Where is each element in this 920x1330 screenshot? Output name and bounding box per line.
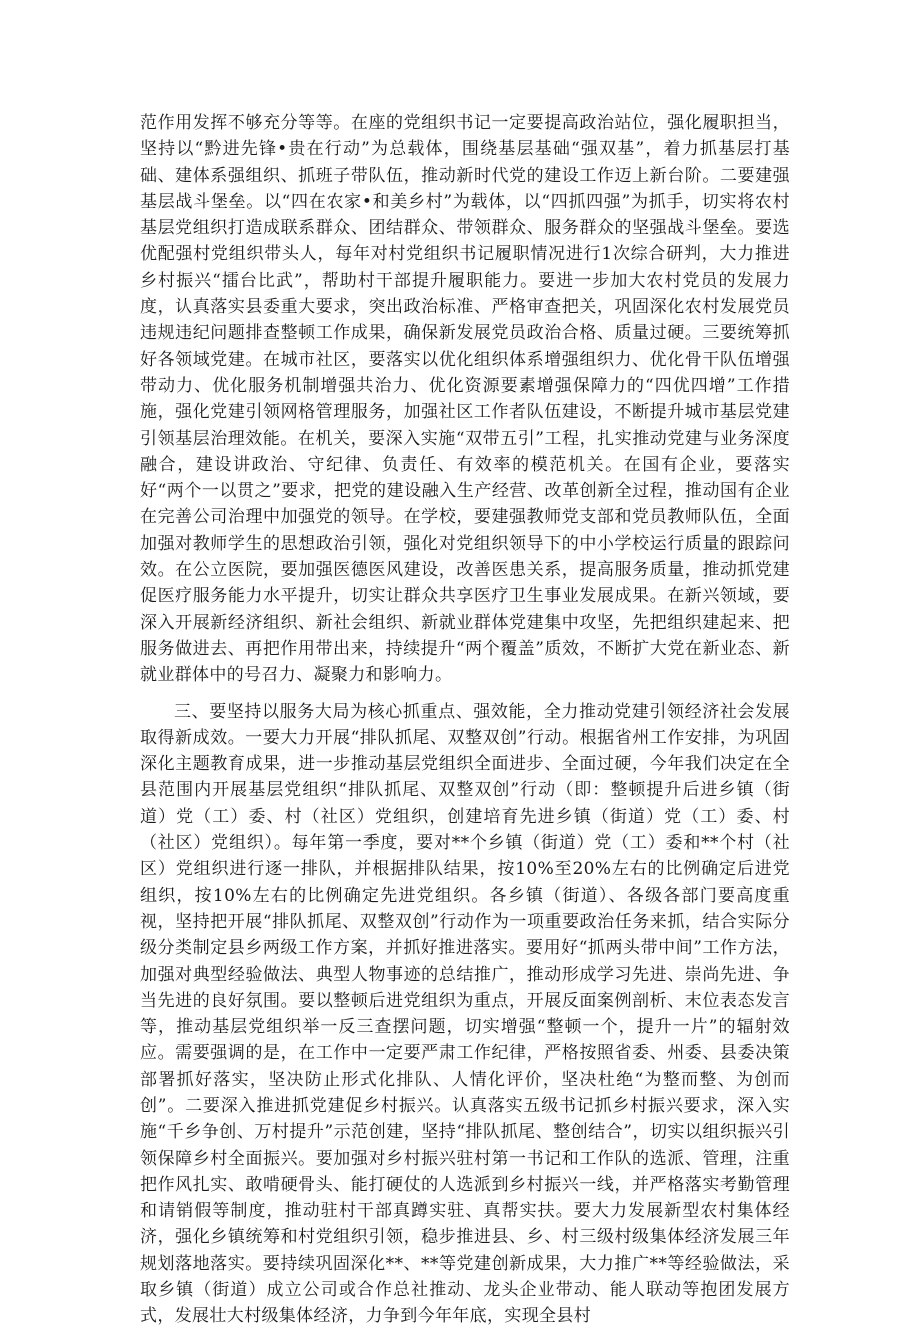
paragraph-continued: 范作用发挥不够充分等等。在座的党组织书记一定要提高政治站位，强化履职担当，坚持以“黔进先锋•贵在行动”为总载体，围绕基层基础“强双基”，着力抓基层打基础、建体系强组织、抓班子带队伍，推动新时代党的建设工作迈上新台阶。二要建强基层战斗堡垒。以“四在农家•和美乡村”为载体，以“四抓四强”为抓手，切实将农村基层党组织打造成联系群众、团结群众、带领群众、服务群众的坚强战斗堡垒。要选优配强村党组织带头人，每年对村党组织书记履职情况进行1次综合研判，大力推进乡村振兴“擂台比武”，帮助村干部提升履职能力。要进一步加大农村党员的发展力度，认真落实县委重大要求，突出政治标准、严格审查把关，巩固深化农村发展党员违规违纪问题排查整顿工作成果，确保新发展党员政治合格、质量过硬。三要统筹抓好各领域党建。在城市社区，要落实以优化组织体系增强组织力、优化骨干队伍增强带动力、优化服务机制增强共治力、优化资源要素增强保障力的“四优四增”工作措施，强化党建引领网格管理服务，加强社区工作者队伍建设，不断提升城市基层党建引领基层治理效能。在机关，要深入实施“双带五引”工程，扎实推动党建与业务深度融合，建设讲政治、守纪律、负责任、有效率的模范机关。在国有企业，要落实好“两个一以贯之”要求，把党的建设融入生产经营、改革创新全过程，推动国有企业在完善公司治理中加强党的领导。在学校，要建强教师党支部和党员教师队伍，全面加强对教师学生的思想政治引领，强化对党组织领导下的中小学校运行质量的跟踪问效。在公立医院，要加强医德医风建设，改善医患关系，提高服务质量，推动抓党建促医疗服务能力水平提升，切实让群众共享医疗卫生事业发展成果。在新兴领域，要深入开展新经济组织、新社会组织、新就业群体党建集中攻坚，先把组织建起来、把服务做进去、再把作用带出来，持续提升“两个覆盖”质效，不断扩大党在新业态、新就业群体中的号召力、凝聚力和影响力。	[140, 113, 790, 686]
paragraph-section-three: 三、要坚持以服务大局为核心抓重点、强效能，全力推动党建引领经济社会发展取得新成效。一要大力开展“排队抓尾、双整双创”行动。根据省州工作安排，为巩固深化主题教育成果，进一步推动基层党组织全面进步、全面过硬，今年我们决定在全县范围内开展基层党组织“排队抓尾、双整双创”行动（即：整顿提升后进乡镇（街道）党（工）委、村（社区）党组织，创建培育先进乡镇（街道）党（工）委、村（社区）党组织）。每年第一季度，要对**个乡镇（街道）党（工）委和**个村（社区）党组织进行逐一排队，并根据排队结果，按10%至20%左右的比例确定后进党组织，按10%左右的比例确定先进党组织。各乡镇（街道）、各级各部门要高度重视，坚持把开展“排队抓尾、双整双创”行动作为一项重要政治任务来抓，结合实际分级分类制定县乡两级工作方案，并抓好推进落实。要用好“抓两头带中间”工作方法，加强对典型经验做法、典型人物事迹的总结推广，推动形成学习先进、崇尚先进、争当先进的良好氛围。要以整顿后进党组织为重点，开展反面案例剖析、末位表态发言等，推动基层党组织举一反三查摆问题，切实增强“整顿一个，提升一片”的辐射效应。需要强调的是，在工作中一定要严肃工作纪律，严格按照省委、州委、县委决策部署抓好落实，坚决防止形式化排队、人情化评价，坚决杜绝“为整而整、为创而创”。二要深入推进抓党建促乡村振兴。认真落实五级书记抓乡村振兴要求，深入实施“千乡争创、万村提升”示范创建，坚持“排队抓尾、整创结合”，切实以组织振兴引领保障乡村全面振兴。要加强对乡村振兴驻村第一书记和工作队的选派、管理，注重把作风扎实、敢啃硬骨头、能打硬仗的人选派到乡村振兴一线，并严格落实考勤管理和请销假等制度，推动驻村干部真蹲实驻、真帮实扶。要大力发展新型农村集体经济，强化乡镇统筹和村党组织引领，稳步推进县、乡、村三级村级集体经济发展三年规划落地落实。要持续巩固深化**、**等党建创新成果，大力推广**等经验做法，采取乡镇（街道）成立公司或合作总社推动、龙头企业带动、能人联动等抱团发展方式，发展壮大村级集体经济，力争到今年年底，实现全县村	[140, 701, 790, 1327]
document-body	[140, 110, 790, 1330]
